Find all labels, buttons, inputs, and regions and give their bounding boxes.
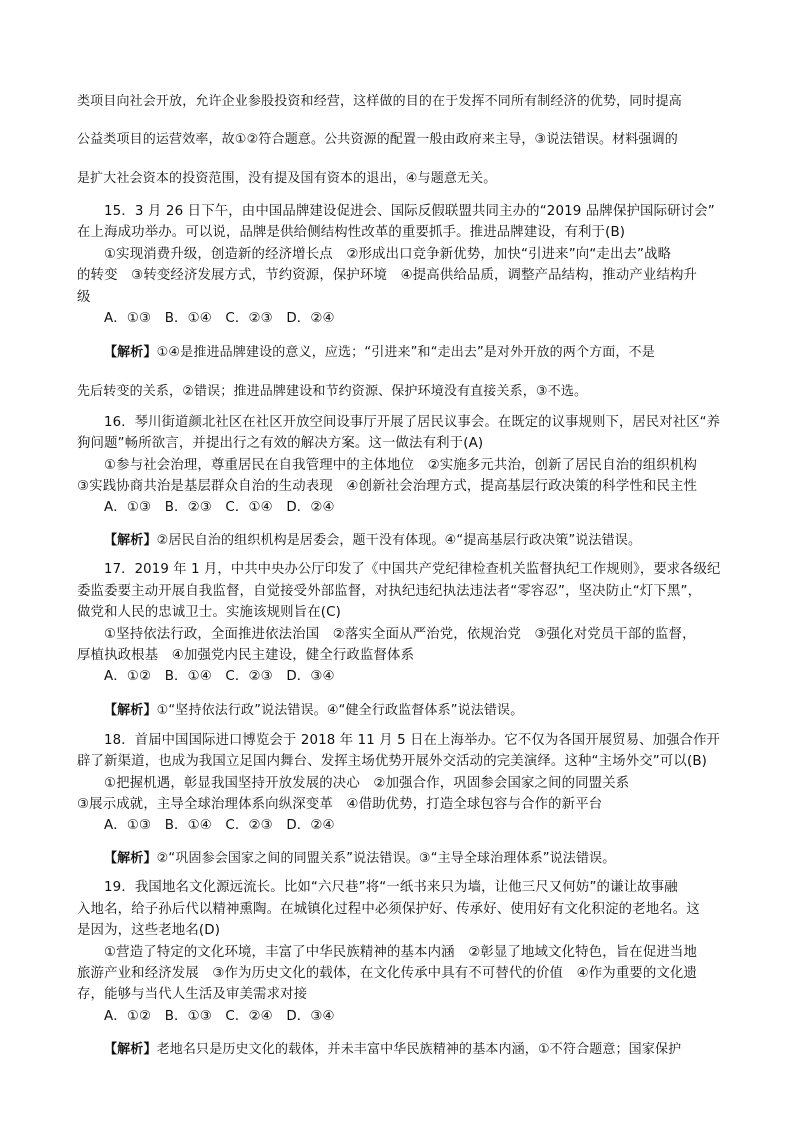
analysis-tag: 【解析】: [104, 703, 157, 718]
question-19-stem: 入地名，给子孙后代以精神熏陶。在城镇化过程中必须保护好、传承好、使用好有文化积淀的老地名。这: [77, 902, 700, 917]
analysis-text: ②居民自治的组织机构是居委会，题干没有体现。④“提高基层行政决策”说法错误。: [156, 533, 642, 548]
question-16-stem: 16．琴川街道颜北社区在社区开放空间设事厅开展了居民议事会。在既定的议事规则下，居民对社区“养: [104, 415, 721, 430]
question-19-stem: 是因为，这些老地名(D): [77, 923, 221, 938]
question-15-stem: 在上海成功举办。可以说，品牌是供给侧结构性改革的重要抓手。推进品牌建设，有利于(B): [77, 225, 626, 240]
question-17-stem: 17．2019 年 1 月，中共中央办公厅印发了《中国共产党纪律检查机关监督执纪工作规则》，要求各级纪: [104, 562, 721, 577]
question-17-stem: 做党和人民的忠诚卫士。实施该规则旨在(C): [77, 605, 341, 620]
analysis-text: 老地名只是历史文化的载体，并未丰富中华民族精神的基本内涵，①不符合题意；国家保护: [156, 1042, 682, 1057]
analysis-tag: 【解析】: [104, 345, 157, 360]
analysis-line: 公益类项目的运营效率，故①②符合题意。公共资源的配置一般由政府来主导，③说法错误。材料强调的: [77, 132, 678, 147]
analysis-tag: 【解析】: [104, 533, 157, 548]
analysis-text: ②“巩固参会国家之间的同盟关系”说法错误。③“主导全球治理体系”说法错误。: [156, 851, 616, 866]
analysis-line: 类项目向社会开放，允许企业参股投资和经营，这样做的目的在于发挥不同所有制经济的优势，同时提高: [77, 94, 682, 109]
question-18-stem: 18．首届中国国际进口博览会于 2018 年 11 月 5 日在上海举办。它不仅为各国开展贸易、加强合作开: [104, 733, 721, 748]
question-15-stem: 15．3 月 26 日下午，由中国品牌建设促进会、国际反假联盟共同主办的“2019 品牌保护国际研讨会”: [104, 204, 715, 219]
question-19-option: 旅游产业和经济发展 ③作为历史文化的载体，在文化传承中具有不可替代的价值 ④作为重要的文化遗: [77, 966, 698, 981]
question-16-analysis: [104, 529, 641, 548]
question-19-option: 存，能够与当代人生活及审美需求对接: [77, 987, 308, 1002]
question-16-option: ①参与社会治理，尊重居民在自我管理中的主体地位 ②实施多元共治，创新了居民自治的组织机构: [104, 458, 698, 473]
question-15-option: ①实现消费升级，创造新的经济增长点 ②形成出口竞争新优势，加快“引进来”向“走出去”战略: [104, 247, 672, 262]
question-18-stem: 辟了新渠道，也成为我国立足国内舞台、发挥主场优势开展外交活动的完美演绎。这种“主场外交”可以(B): [77, 754, 708, 769]
question-16-option: ③实践协商共治是基层群众自治的生动表现 ④创新社会治理方式，提高基层行政决策的科学性和民主性: [77, 479, 698, 494]
question-17-option: 厚植执政根基 ④加强党内民主建设，健全行政监督体系: [77, 648, 415, 663]
question-15-analysis: [104, 341, 655, 360]
question-17-analysis: [104, 699, 523, 718]
analysis-tag: 【解析】: [104, 851, 157, 866]
analysis-text: ①“坚持依法行政”说法错误。④“健全行政监督体系”说法错误。: [156, 703, 524, 718]
question-18-choices: A．①③ B．①④ C．②③ D．②④: [104, 818, 335, 833]
question-15-option: 级: [77, 290, 91, 305]
analysis-tag: 【解析】: [104, 1042, 157, 1057]
question-16-choices: A．①③ B．②③ C．①④ D．②④: [104, 500, 335, 515]
question-18-analysis: [104, 847, 615, 866]
question-19-choices: A．①② B．①③ C．②④ D．③④: [104, 1009, 335, 1024]
question-19-option: ①营造了特定的文化环境，丰富了中华民族精神的基本内涵 ②彰显了地域文化特色，旨在促进当地: [104, 945, 698, 960]
question-15-option: 的转变 ③转变经济发展方式，节约资源，保护环境 ④提高供给品质，调整产品结构，推动产业结构升: [77, 268, 698, 283]
question-17-choices: A．①② B．①④ C．②③ D．③④: [104, 669, 335, 684]
question-19-analysis: [104, 1038, 681, 1057]
question-19-stem: 19．我国地名文化源远流长。比如“六尺巷”将“一纸书来只为墙，让他三尺又何妨”的谦让故事融: [104, 880, 678, 895]
question-15-analysis: 先后转变的关系，②错误；推进品牌建设和节约资源、保护环境没有直接关系，③不选。: [77, 384, 588, 399]
analysis-text: ①④是推进品牌建设的意义，应选；“引进来”和“走出去”是对外开放的两个方面，不是: [156, 345, 655, 360]
analysis-line: 是扩大社会资本的投资范围，没有提及国有资本的退出，④与题意无关。: [77, 171, 497, 186]
question-15-choices: A．①③ B．①④ C．②③ D．②④: [104, 311, 335, 326]
question-16-stem: 狗问题”畅所欲言，并提出行之有效的解决方案。这一做法有利于(A): [77, 436, 484, 451]
question-18-option: ③展示成就，主导全球治理体系向纵深变革 ④借助优势，打造全球包容与合作的新平台: [77, 797, 603, 812]
question-18-option: ①把握机遇，彰显我国坚持开放发展的决心 ②加强合作，巩固参会国家之间的同盟关系: [104, 776, 630, 791]
question-17-stem: 委监委要主动开展自我监督，自觉接受外部监督，对执纪违纪执法违法者“零容忍”，坚决防止“灯下黑”，: [77, 584, 702, 599]
question-17-option: ①坚持依法行政，全面推进依法治国 ②落实全面从严治党，依规治党 ③强化对党员干部的监督，: [104, 627, 696, 642]
